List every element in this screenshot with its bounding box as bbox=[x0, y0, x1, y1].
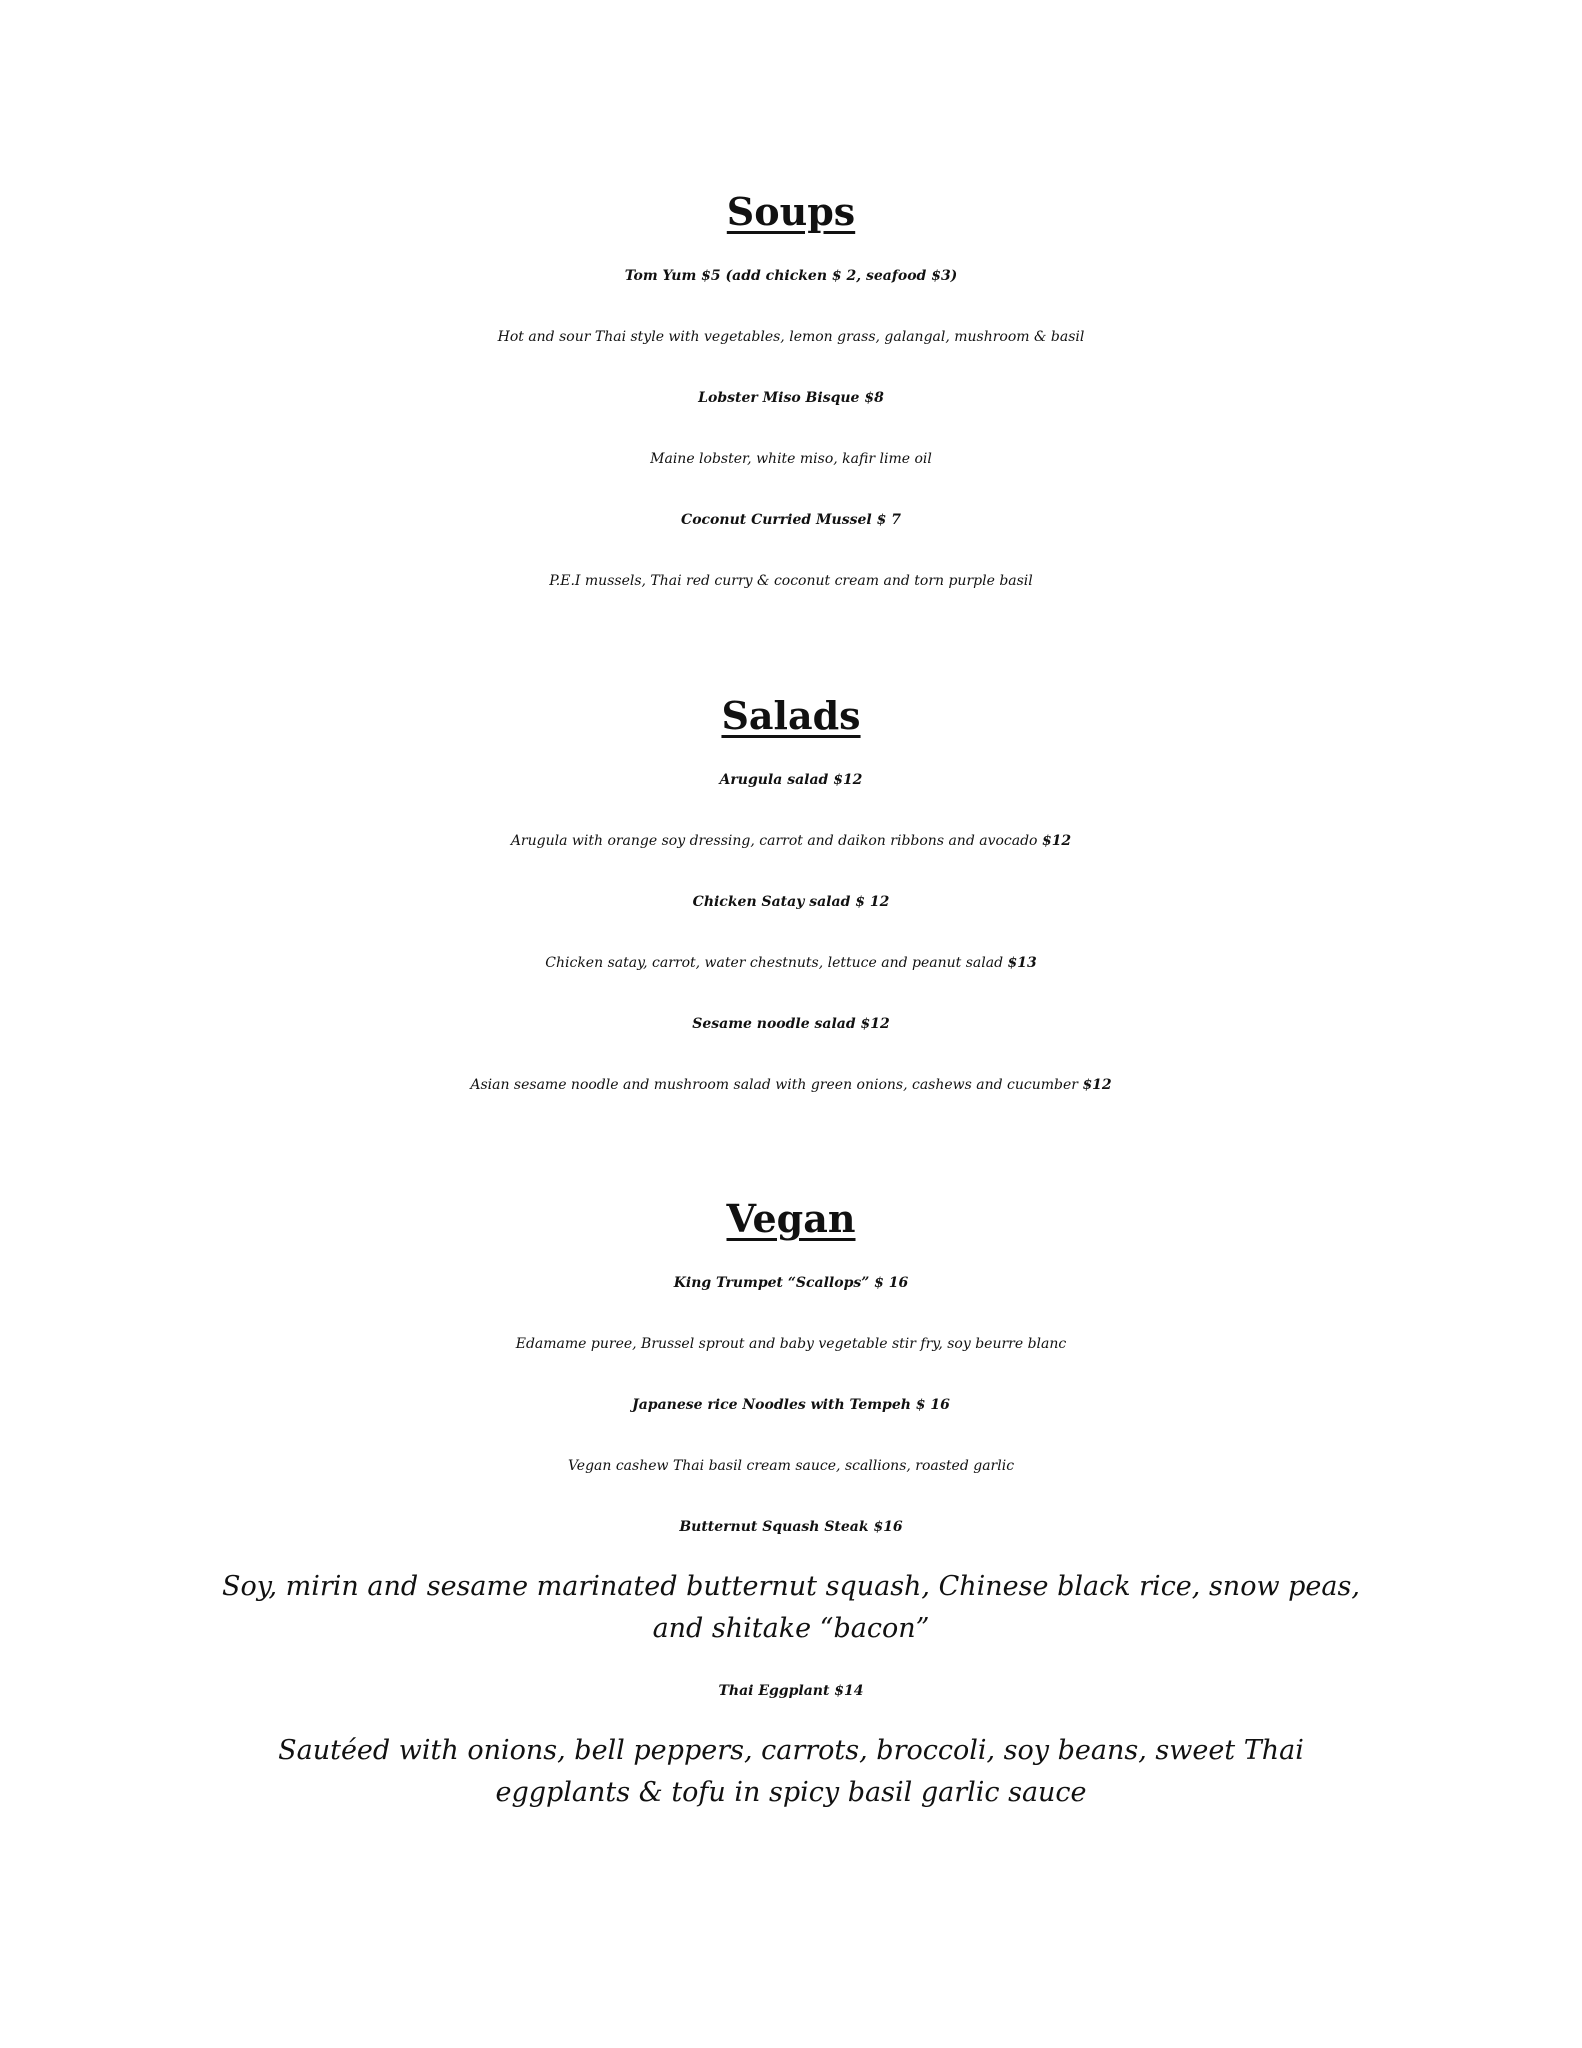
item-description-price: $13 bbox=[1007, 955, 1037, 971]
item-name: Butternut Squash Steak $16 bbox=[679, 1519, 903, 1535]
item-name: Lobster Miso Bisque $8 bbox=[698, 390, 884, 406]
item-name: King Trumpet “Scallops” $ 16 bbox=[673, 1275, 909, 1291]
item-description-price: $12 bbox=[1041, 833, 1072, 849]
item-name: Tom Yum $5 (add chicken $ 2, seafood $3) bbox=[624, 268, 958, 284]
section-soups bbox=[0, 187, 1582, 601]
section-vegan bbox=[0, 1194, 1582, 1814]
section-salads bbox=[0, 691, 1582, 1105]
item-description-price: $12 bbox=[1082, 1077, 1112, 1093]
item-description: Arugula with orange soy dressing, carrot and daikon ribbons and avocado $12 bbox=[510, 833, 1072, 849]
item-description: Sautéed with onions, bell peppers, carrots, broccoli, soy beans, sweet Thai eggplants & tofu in spicy basil garlic sauce bbox=[278, 1735, 1304, 1808]
item-description: Chicken satay, carrot, water chestnuts, lettuce and peanut salad $13 bbox=[545, 955, 1037, 971]
item-name: Arugula salad $12 bbox=[719, 772, 863, 788]
item-name: Coconut Curried Mussel $ 7 bbox=[681, 512, 901, 528]
section-heading: Vegan bbox=[726, 1196, 856, 1241]
item-name: Japanese rice Noodles with Tempeh $ 16 bbox=[632, 1397, 950, 1413]
item-name: Chicken Satay salad $ 12 bbox=[692, 894, 890, 910]
item-description: Edamame puree, Brussel sprout and baby vegetable stir fry, soy beurre blanc bbox=[515, 1336, 1067, 1352]
item-description: Vegan cashew Thai basil cream sauce, scallions, roasted garlic bbox=[567, 1458, 1015, 1474]
item-description: Soy, mirin and sesame marinated butternut squash, Chinese black rice, snow peas, and shitake “bacon” bbox=[222, 1571, 1360, 1644]
item-name: Thai Eggplant $14 bbox=[718, 1683, 864, 1699]
item-description: Maine lobster, white miso, kafir lime oil bbox=[650, 451, 932, 467]
item-name: Sesame noodle salad $12 bbox=[692, 1016, 890, 1032]
section-heading: Soups bbox=[726, 189, 856, 234]
section-heading: Salads bbox=[721, 693, 861, 738]
item-description: Asian sesame noodle and mushroom salad with green onions, cashews and cucumber $12 bbox=[470, 1077, 1112, 1093]
item-description: Hot and sour Thai style with vegetables, lemon grass, galangal, mushroom & basil bbox=[497, 329, 1085, 345]
item-description: P.E.I mussels, Thai red curry & coconut cream and torn purple basil bbox=[549, 573, 1033, 589]
